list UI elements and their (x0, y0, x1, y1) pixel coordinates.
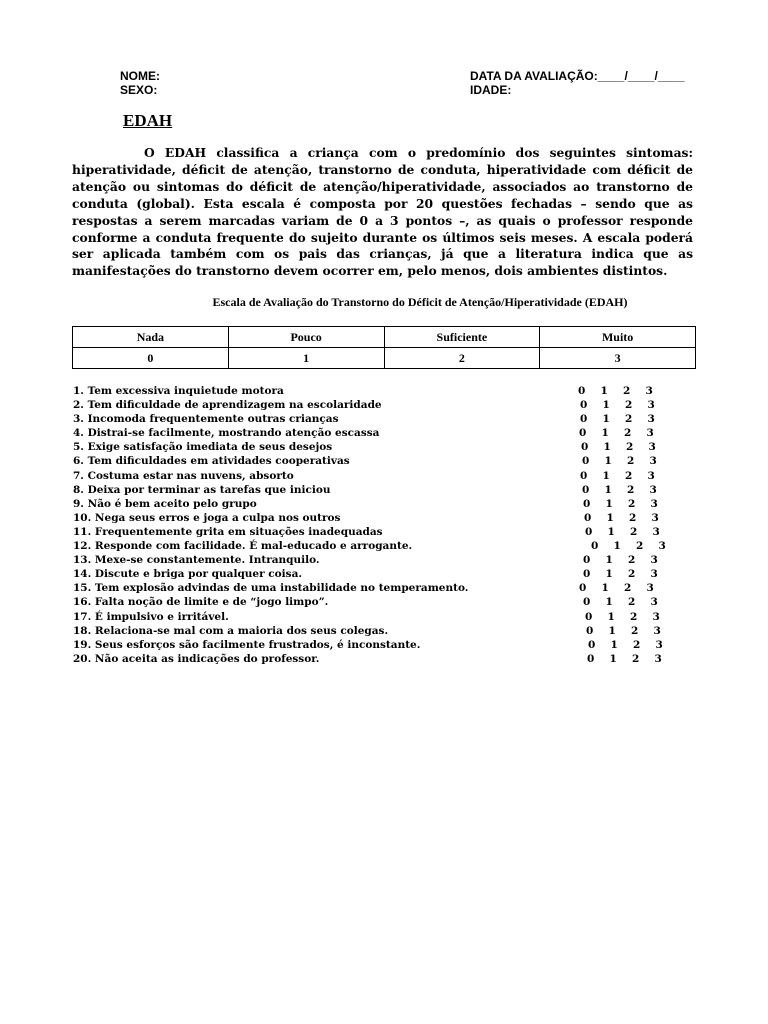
answer-option-0[interactable]: 0 (583, 497, 591, 510)
answer-option-3[interactable]: 3 (652, 610, 660, 623)
question-text: 19. Seus esforços são facilmente frustrados, é inconstante. (73, 638, 421, 651)
question-text: 1. Tem excessiva inquietude motora (73, 385, 284, 397)
answer-options (585, 610, 675, 624)
age-label: IDADE: (470, 83, 512, 97)
answer-option-2[interactable]: 2 (636, 540, 644, 553)
answer-option-3[interactable]: 3 (647, 399, 655, 412)
answer-options (580, 398, 670, 412)
answer-option-1[interactable]: 1 (603, 441, 611, 454)
question-text: 13. Mexe-se constantemente. Intranquilo. (73, 554, 320, 567)
answer-option-0[interactable]: 0 (581, 441, 589, 454)
answer-options (583, 497, 673, 511)
answer-option-3[interactable]: 3 (651, 511, 659, 524)
question-item (73, 581, 693, 595)
answer-option-3[interactable]: 3 (652, 525, 660, 538)
question-text: 14. Discute e briga por qualquer coisa. (73, 568, 303, 581)
answer-option-3[interactable]: 3 (650, 596, 658, 609)
question-item (73, 595, 693, 609)
question-item (73, 440, 693, 454)
scale-label-cell: Pouco (228, 327, 384, 348)
answer-option-2[interactable]: 2 (627, 483, 635, 496)
answer-option-1[interactable]: 1 (613, 540, 621, 553)
answer-option-2[interactable]: 2 (623, 385, 631, 397)
answer-options (591, 539, 681, 553)
scale-value-cell: 2 (384, 348, 540, 369)
answer-option-0[interactable]: 0 (587, 652, 595, 665)
intro-paragraph: O EDAH classifica a criança com o predomínio dos seguintes sintomas: hiperatividade, déficit de atenção, transtorno de conduta, hiperatividade com déficit de atenção ou sintomas do déficit de atenção/hiperatividade, associados ao transtorno de conduta (global). Esta escala é composta por 20 questões fechadas – sendo que as respostas a serem marcadas variam de 0 a 3 pontos –, as quais o professor responde conforme a conduta frequente do sujeito durante os últimos seis meses. A escala poderá ser aplicada também com os pais das crianças, já que a literatura indica que as manifestações do transtorno devem ocorrer em, pelo menos, dois ambientes distintos. (72, 145, 693, 279)
question-item (73, 454, 693, 468)
scale-value-cell: 0 (73, 348, 229, 369)
question-text: 7. Costuma estar nas nuvens, absorto (73, 469, 294, 482)
answer-option-3[interactable]: 3 (646, 427, 654, 440)
scale-value-cell: 3 (540, 348, 696, 369)
answer-options (583, 567, 673, 581)
answer-options (578, 384, 668, 398)
answer-option-0[interactable]: 0 (585, 610, 593, 623)
answer-option-2[interactable]: 2 (624, 582, 632, 595)
answer-option-2[interactable]: 2 (630, 610, 638, 623)
answer-option-3[interactable]: 3 (654, 652, 662, 665)
answer-option-1[interactable]: 1 (610, 638, 618, 651)
question-item (73, 412, 693, 426)
question-text: 4. Distrai-se facilmente, mostrando atenção escassa (73, 427, 380, 440)
answer-options (583, 595, 673, 609)
answer-option-3[interactable]: 3 (658, 540, 666, 553)
answer-options (582, 454, 672, 468)
answer-options (583, 553, 673, 567)
answer-option-1[interactable]: 1 (607, 610, 615, 623)
question-item (73, 624, 693, 638)
scale-title: Escala de Avaliação do Transtorno do Déficit de Atenção/Hiperatividade (EDAH) (212, 295, 628, 309)
answer-option-2[interactable]: 2 (625, 413, 633, 426)
answer-option-1[interactable]: 1 (601, 582, 609, 595)
answer-option-1[interactable]: 1 (602, 399, 610, 412)
answer-option-2[interactable]: 2 (629, 511, 637, 524)
question-item (73, 610, 693, 624)
answer-option-3[interactable]: 3 (649, 483, 657, 496)
answer-option-3[interactable]: 3 (653, 624, 661, 637)
document-title: EDAH (123, 111, 173, 130)
question-item (73, 483, 693, 497)
answer-options (586, 624, 676, 638)
question-item (73, 384, 693, 398)
question-text: 2. Tem dificuldade de aprendizagem na escolaridade (73, 399, 382, 412)
answer-option-3[interactable]: 3 (648, 441, 656, 454)
answer-option-0[interactable]: 0 (591, 540, 599, 553)
answer-option-0[interactable]: 0 (580, 413, 588, 426)
question-item (73, 539, 693, 553)
answer-options (585, 525, 675, 539)
answer-options (582, 483, 672, 497)
answer-option-0[interactable]: 0 (580, 399, 588, 412)
answer-option-1[interactable]: 1 (605, 596, 613, 609)
answer-option-2[interactable]: 2 (628, 554, 636, 567)
question-item (73, 497, 693, 511)
question-text: 18. Relaciona-se mal com a maioria dos seus colegas. (73, 624, 389, 637)
answer-option-2[interactable]: 2 (628, 497, 636, 510)
question-text: 17. É impulsivo e irritável. (73, 610, 229, 623)
answer-option-0[interactable]: 0 (579, 427, 587, 440)
scale-legend-table (72, 326, 696, 369)
answer-option-0[interactable]: 0 (584, 511, 592, 524)
answer-options (584, 511, 674, 525)
question-text: 20. Não aceita as indicações do professor. (73, 652, 320, 665)
answer-options (587, 652, 677, 666)
answer-option-2[interactable]: 2 (624, 427, 632, 440)
question-item (73, 426, 693, 440)
answer-option-3[interactable]: 3 (655, 638, 663, 651)
scale-label-cell: Suficiente (384, 327, 540, 348)
answer-option-2[interactable]: 2 (627, 455, 635, 468)
answer-options (580, 412, 670, 426)
answer-option-3[interactable]: 3 (645, 385, 653, 397)
question-text: 16. Falta noção de limite e de “jogo limpo”. (73, 596, 329, 609)
answer-option-1[interactable]: 1 (602, 469, 610, 482)
answer-option-1[interactable]: 1 (607, 525, 615, 538)
question-text: 9. Não é bem aceito pelo grupo (73, 497, 257, 510)
answer-option-0[interactable]: 0 (586, 624, 594, 637)
question-text: 6. Tem dificuldades em atividades cooperativas (73, 455, 350, 468)
answer-options (588, 638, 678, 652)
answer-option-3[interactable]: 3 (650, 568, 658, 581)
scale-labels-row (73, 327, 696, 348)
answer-option-3[interactable]: 3 (650, 554, 658, 567)
question-text: 12. Responde com facilidade. É mal-educado e arrogante. (73, 540, 413, 553)
evaluation-date-label: DATA DA AVALIAÇÃO:____/____/____ (470, 69, 685, 83)
question-text: 8. Deixa por terminar as tarefas que iniciou (73, 483, 331, 496)
question-item (73, 553, 693, 567)
answer-options (580, 469, 670, 483)
answer-options (581, 440, 671, 454)
name-label: NOME: (120, 69, 160, 83)
answer-options (579, 581, 669, 595)
question-item (73, 652, 693, 666)
scale-label-cell: Nada (73, 327, 229, 348)
answer-option-1[interactable]: 1 (605, 568, 613, 581)
answer-option-3[interactable]: 3 (647, 469, 655, 482)
answer-option-1[interactable]: 1 (604, 483, 612, 496)
question-item (73, 567, 693, 581)
answer-option-3[interactable]: 3 (646, 582, 654, 595)
answer-option-2[interactable]: 2 (633, 638, 641, 651)
answer-option-3[interactable]: 3 (650, 497, 658, 510)
question-item (73, 469, 693, 483)
answer-option-2[interactable]: 2 (625, 469, 633, 482)
answer-option-1[interactable]: 1 (604, 455, 612, 468)
answer-option-1[interactable]: 1 (600, 385, 608, 397)
answer-option-2[interactable]: 2 (628, 596, 636, 609)
answer-option-2[interactable]: 2 (630, 525, 638, 538)
answer-option-2[interactable]: 2 (632, 652, 640, 665)
answer-options (579, 426, 669, 440)
answer-option-1[interactable]: 1 (605, 554, 613, 567)
answer-option-0[interactable]: 0 (583, 568, 591, 581)
question-text: 10. Nega seus erros e joga a culpa nos outros (73, 511, 341, 524)
answer-option-1[interactable]: 1 (609, 652, 617, 665)
answer-option-3[interactable]: 3 (647, 413, 655, 426)
question-item (73, 525, 693, 539)
question-text: 11. Frequentemente grita em situações inadequadas (73, 525, 383, 538)
sex-label: SEXO: (120, 83, 158, 97)
answer-option-0[interactable]: 0 (588, 638, 596, 651)
question-text: 15. Tem explosão advindas de uma instabilidade no temperamento. (73, 582, 469, 595)
answer-option-0[interactable]: 0 (578, 385, 586, 397)
answer-option-0[interactable]: 0 (585, 525, 593, 538)
question-list (73, 384, 693, 666)
answer-option-1[interactable]: 1 (601, 427, 609, 440)
question-item (73, 511, 693, 525)
answer-option-1[interactable]: 1 (606, 511, 614, 524)
answer-option-0[interactable]: 0 (583, 596, 591, 609)
answer-option-0[interactable]: 0 (583, 554, 591, 567)
question-item (73, 398, 693, 412)
answer-option-1[interactable]: 1 (608, 624, 616, 637)
answer-option-2[interactable]: 2 (626, 441, 634, 454)
scale-value-cell: 1 (228, 348, 384, 369)
question-text: 5. Exige satisfação imediata de seus desejos (73, 441, 333, 454)
answer-option-0[interactable]: 0 (582, 483, 590, 496)
answer-option-0[interactable]: 0 (579, 582, 587, 595)
answer-option-2[interactable]: 2 (628, 568, 636, 581)
answer-option-2[interactable]: 2 (625, 399, 633, 412)
answer-option-2[interactable]: 2 (631, 624, 639, 637)
answer-option-1[interactable]: 1 (605, 497, 613, 510)
answer-option-0[interactable]: 0 (582, 455, 590, 468)
scale-values-row (73, 348, 696, 369)
question-item (73, 638, 693, 652)
answer-option-3[interactable]: 3 (649, 455, 657, 468)
question-text: 3. Incomoda frequentemente outras crianças (73, 413, 339, 426)
answer-option-1[interactable]: 1 (602, 413, 610, 426)
scale-label-cell: Muito (540, 327, 696, 348)
answer-option-0[interactable]: 0 (580, 469, 588, 482)
